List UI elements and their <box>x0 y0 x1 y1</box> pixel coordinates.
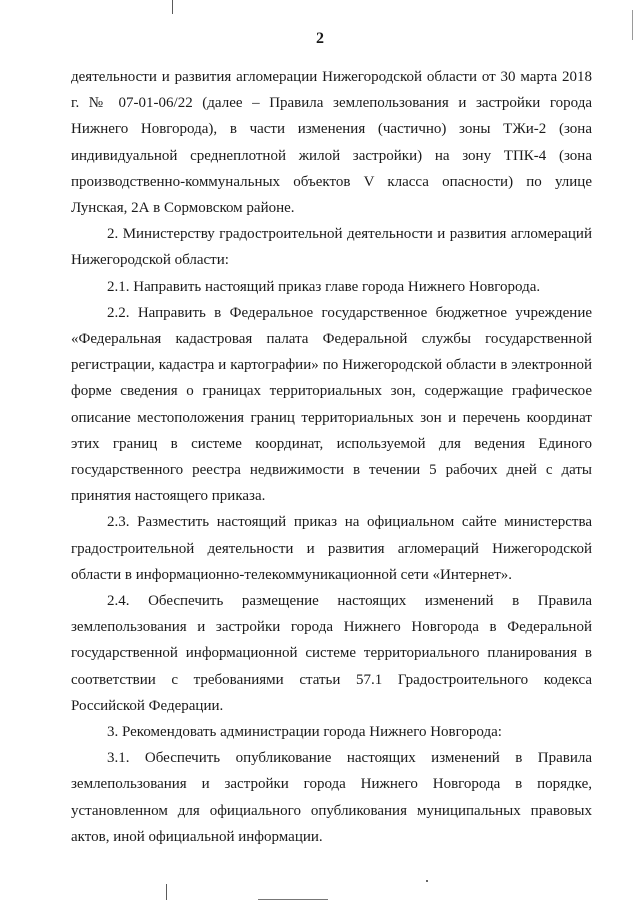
paragraph-item-2-4: 2.4. Обеспечить размещение настоящих изменений в Правила землепользования и застройки города Нижнего Новгорода в Федеральной государственной информационной системе территориального планирования в соответствии с требованиями статьи 57.1 Градостроительного кодекса Российской Федерации. <box>71 593 592 714</box>
paragraph-item-2-3: 2.3. Разместить настоящий приказ на официальном сайте министерства градостроительной деятельности и развития агломераций Нижегородской области в информационно-телекоммуникационной сети «Интернет». <box>71 514 592 583</box>
document-body <box>71 64 592 850</box>
scan-artifact <box>426 880 428 882</box>
paragraph-item-2-1: 2.1. Направить настоящий приказ главе города Нижнего Новгорода. <box>107 278 541 295</box>
page-number: 2 <box>316 30 324 47</box>
paragraph-item-3-1: 3.1. Обеспечить опубликование настоящих изменений в Правила землепользования и застройки города Нижнего Новгорода в порядке, установленном для официального опубликования муниципальных правовых актов, иной официальной информации. <box>71 750 592 845</box>
scan-artifact <box>166 884 167 900</box>
paragraph-continuation: деятельности и развития агломерации Нижегородской области от 30 марта 2018 г. № 07-01-06/22 (далее – Правила землепользования и застройки города Нижнего Новгорода), в части изменения (частично) зоны ТЖи-2 (зона индивидуальной среднеплотной жилой застройки) на зону ТПК-4 (зона производственно-коммунальных объектов V класса опасности) по улице Лунская, 2А в Сормовском районе. <box>71 69 592 217</box>
scan-artifact <box>172 0 173 14</box>
paragraph-item-2: 2. Министерству градостроительной деятельности и развития агломераций Нижегородской области: <box>71 226 592 269</box>
paragraph-item-2-2: 2.2. Направить в Федеральное государственное бюджетное учреждение «Федеральная кадастровая палата Федеральной службы государственной регистрации, кадастра и картографии» по Нижегородской области в электронной форме сведения о границах территориальных зон, содержащие графическое описание местоположения границ территориальных зон и перечень координат этих границ в системе координат, используемой для ведения Единого государственного реестра недвижимости в течении 5 рабочих дней с даты принятия настоящего приказа. <box>71 304 592 505</box>
scan-artifact <box>258 899 328 900</box>
paragraph-item-3: 3. Рекомендовать администрации города Нижнего Новгорода: <box>107 724 502 741</box>
